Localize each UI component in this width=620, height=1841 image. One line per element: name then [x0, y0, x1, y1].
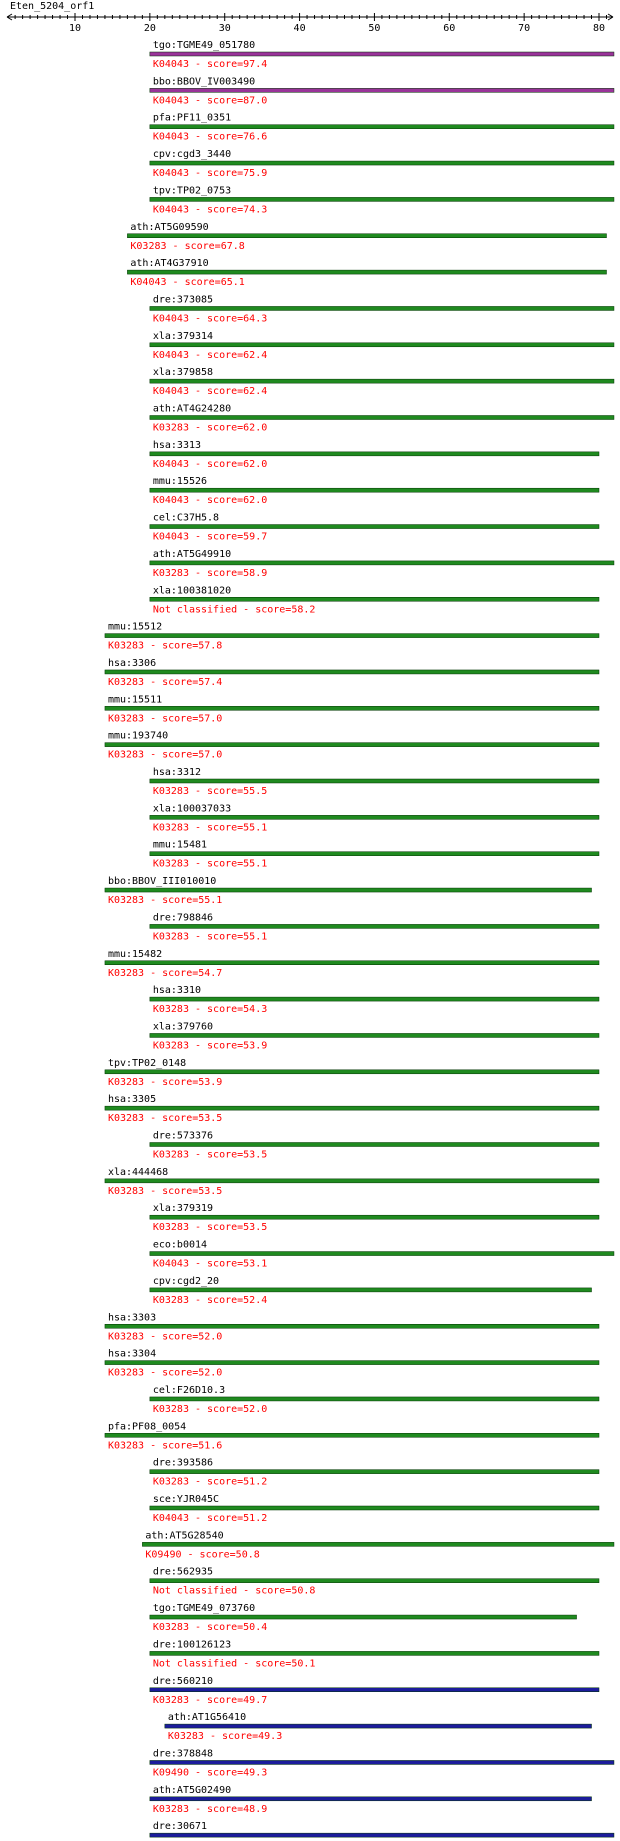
hit-alignment-bar[interactable] — [150, 997, 599, 1001]
hit-row — [105, 658, 599, 688]
hit-score-label: K03283 - score=54.3 — [152, 1004, 268, 1016]
hit-gene-label[interactable]: cel:C37H5.8 — [152, 512, 220, 524]
hit-gene-label[interactable]: ath:AT5G09590 — [130, 221, 209, 233]
hit-alignment-bar[interactable] — [150, 379, 614, 383]
hit-score-label: K04043 - score=76.6 — [152, 131, 268, 143]
hit-score-label: K03283 - score=48.9 — [152, 1803, 268, 1815]
hit-gene-label[interactable]: ath:AT5G28540 — [145, 1530, 224, 1542]
hit-score-label: K04043 - score=62.0 — [152, 458, 268, 470]
hit-gene-label[interactable]: dre:573376 — [152, 1130, 214, 1142]
hit-row — [105, 876, 592, 906]
hit-score-label: K03283 - score=55.1 — [152, 822, 268, 834]
hit-row — [150, 1748, 614, 1778]
hit-alignment-bar[interactable] — [150, 488, 599, 492]
hit-score-label: K03283 - score=55.1 — [152, 858, 268, 870]
hit-gene-label[interactable]: ath:AT5G49910 — [152, 548, 232, 560]
hit-gene-label[interactable]: tgo:TGME49_073760 — [152, 1603, 256, 1615]
hit-score-label: K03283 - score=62.0 — [152, 422, 268, 434]
hit-alignment-bar[interactable] — [150, 452, 599, 456]
hit-gene-label[interactable]: tpv:TP02_0753 — [152, 185, 232, 197]
hit-score-label: K03283 - score=57.8 — [107, 640, 223, 652]
hit-row — [150, 1385, 599, 1415]
hit-row — [150, 549, 614, 579]
hit-row — [105, 1421, 599, 1451]
hit-row — [150, 1567, 599, 1597]
hit-gene-label[interactable]: pfa:PF08_0054 — [107, 1421, 187, 1433]
hit-score-label: K03283 - score=57.4 — [107, 676, 223, 688]
hit-row — [150, 513, 599, 543]
hit-gene-label[interactable]: pfa:PF11_0351 — [152, 112, 232, 124]
hit-gene-label[interactable]: xla:379314 — [152, 330, 214, 342]
hit-score-label: K03283 - score=53.9 — [152, 1040, 268, 1052]
hit-gene-label[interactable]: mmu:15481 — [152, 839, 208, 851]
hit-score-label: Not classified - score=50.8 — [152, 1585, 316, 1597]
hit-row — [150, 1494, 599, 1524]
hit-alignment-bar[interactable] — [105, 1433, 599, 1437]
hit-alignment-bar[interactable] — [150, 52, 614, 56]
hit-row — [105, 731, 599, 761]
hit-row — [150, 440, 599, 470]
hit-row — [105, 949, 599, 979]
hit-gene-label[interactable]: cpv:cgd3_3440 — [152, 149, 232, 161]
hit-score-label: Not classified - score=58.2 — [152, 604, 316, 616]
hit-gene-label[interactable]: bbo:BBOV_IV003490 — [152, 76, 256, 88]
hit-gene-label[interactable]: xla:379319 — [152, 1203, 214, 1215]
hit-score-label: K04043 - score=64.3 — [152, 313, 268, 325]
hit-gene-label[interactable]: tgo:TGME49_051780 — [152, 40, 256, 51]
hit-row — [150, 1131, 599, 1161]
hit-gene-label[interactable]: dre:30671 — [152, 1821, 208, 1833]
hit-score-label: K03283 - score=55.5 — [152, 786, 268, 797]
hit-score-label: K09490 - score=50.8 — [145, 1549, 260, 1561]
hit-alignment-bar[interactable] — [105, 1361, 599, 1365]
hit-score-label: K03283 - score=58.9 — [152, 567, 268, 579]
hit-gene-label[interactable]: tpv:TP02_0148 — [107, 1057, 187, 1069]
axis-tick-label: 20 — [143, 23, 156, 34]
hit-score-label: K03283 - score=53.5 — [152, 1149, 268, 1161]
hit-alignment-bar[interactable] — [150, 343, 614, 347]
hit-alignment-bar[interactable] — [150, 1833, 614, 1837]
hit-gene-label[interactable]: cpv:cgd2_20 — [152, 1275, 220, 1287]
hit-alignment-bar[interactable] — [105, 706, 599, 710]
hit-row — [150, 476, 599, 506]
hit-score-label: Not classified - score=50.1 — [152, 1658, 316, 1670]
hit-score-label: K03283 - score=50.4 — [152, 1622, 268, 1634]
hit-score-label: K03283 - score=49.3 — [167, 1731, 283, 1743]
hit-alignment-bar[interactable] — [150, 125, 614, 129]
hit-gene-label[interactable]: dre:798846 — [152, 912, 214, 924]
hit-row — [105, 1349, 599, 1379]
hit-row — [150, 76, 614, 106]
hit-score-label: K04043 - score=97.4 — [152, 59, 268, 70]
hit-alignment-bar[interactable] — [142, 1542, 614, 1546]
axis-tick-label: 70 — [518, 23, 531, 34]
hit-alignment-bar[interactable] — [150, 1506, 599, 1510]
hit-gene-label[interactable]: xla:379858 — [152, 367, 214, 379]
hit-gene-label[interactable]: xla:100037033 — [152, 803, 232, 815]
hit-row — [150, 767, 599, 797]
axis-tick-label: 10 — [68, 23, 82, 34]
hit-score-label: K03283 - score=53.9 — [107, 1076, 223, 1088]
hit-gene-label[interactable]: cel:F26D10.3 — [152, 1384, 226, 1396]
hit-row — [150, 1203, 599, 1233]
hit-gene-label[interactable]: ath:AT5G02490 — [152, 1784, 232, 1796]
hit-alignment-bar[interactable] — [150, 1215, 599, 1219]
hit-row — [150, 40, 614, 70]
hit-row — [105, 622, 599, 652]
hit-gene-label[interactable]: hsa:3306 — [107, 657, 157, 669]
hit-gene-label[interactable]: mmu:15482 — [107, 948, 163, 960]
hit-row — [150, 1021, 599, 1051]
hit-gene-label[interactable]: mmu:15512 — [107, 621, 163, 633]
hit-alignment-bar[interactable] — [150, 815, 599, 819]
hit-score-label: K04043 - score=87.0 — [152, 95, 268, 107]
sequence-axis — [7, 13, 613, 34]
hit-score-label: K03283 - score=52.4 — [152, 1294, 268, 1306]
hit-score-label: K04043 - score=59.7 — [152, 531, 268, 543]
hit-score-label: K04043 - score=62.4 — [152, 386, 268, 398]
hit-score-label: K03283 - score=57.0 — [107, 749, 223, 761]
hit-gene-label[interactable]: xla:444468 — [107, 1166, 169, 1178]
hit-row — [150, 1821, 614, 1841]
hit-alignment-bar[interactable] — [150, 1651, 599, 1655]
hit-alignment-bar[interactable] — [105, 1106, 599, 1110]
hit-alignment-bar[interactable] — [150, 1033, 599, 1037]
hit-gene-label[interactable]: dre:373085 — [152, 294, 214, 306]
hit-score-label: K04043 - score=62.4 — [152, 349, 268, 361]
hit-row — [127, 222, 606, 252]
hit-score-label: K03283 - score=53.5 — [107, 1113, 223, 1125]
query-title: Eten_5204_orf1 — [10, 1, 95, 12]
hit-alignment-bar[interactable] — [105, 888, 592, 892]
hit-row — [150, 912, 599, 942]
hit-alignment-bar[interactable] — [105, 634, 599, 638]
hit-score-label: K03283 - score=52.0 — [107, 1367, 223, 1379]
hit-row — [150, 404, 614, 434]
hit-row — [150, 1458, 599, 1488]
hit-gene-label[interactable]: ath:AT4G37910 — [130, 258, 209, 270]
hit-alignment-bar[interactable] — [150, 779, 599, 783]
hit-alignment-bar[interactable] — [150, 1397, 599, 1401]
hit-alignment-bar[interactable] — [150, 1760, 614, 1764]
hit-score-label: K03283 - score=57.0 — [107, 713, 223, 725]
hit-gene-label[interactable]: ath:AT4G24280 — [152, 403, 232, 415]
hit-gene-label[interactable]: xla:100381020 — [152, 585, 232, 597]
hit-score-label: K04043 - score=65.1 — [130, 277, 245, 289]
hit-alignment-bar[interactable] — [105, 1070, 599, 1074]
hit-row — [150, 840, 599, 870]
axis-tick-label: 80 — [592, 23, 606, 34]
hit-score-label: K03283 - score=51.6 — [107, 1440, 223, 1452]
axis-tick-label: 30 — [218, 23, 231, 34]
hit-gene-label[interactable]: sce:YJR045C — [152, 1494, 220, 1505]
axis-tick-label: 60 — [443, 23, 456, 34]
hit-gene-label[interactable]: ath:AT1G56410 — [167, 1712, 247, 1724]
hit-alignment-bar[interactable] — [150, 1688, 599, 1692]
hit-gene-label[interactable]: dre:378848 — [152, 1748, 214, 1760]
hit-gene-label[interactable]: eco:b0014 — [152, 1239, 208, 1251]
hit-row — [150, 803, 599, 833]
hit-row — [150, 1603, 577, 1633]
hit-row — [150, 367, 614, 397]
hit-score-label: K03283 - score=53.5 — [107, 1185, 223, 1197]
hit-alignment-bar[interactable] — [150, 597, 599, 601]
hit-score-label: K03283 - score=53.5 — [152, 1222, 268, 1234]
hit-row — [105, 1058, 599, 1088]
hit-alignment-bar[interactable] — [127, 270, 606, 274]
hit-alignment-bar[interactable] — [150, 161, 614, 165]
hit-score-label: K03283 - score=67.8 — [130, 240, 245, 252]
hit-gene-label[interactable]: dre:562935 — [152, 1566, 214, 1578]
hit-gene-label[interactable]: hsa:3312 — [152, 767, 202, 778]
hit-score-label: K04043 - score=75.9 — [152, 168, 268, 180]
hit-score-label: K04043 - score=51.2 — [152, 1513, 268, 1524]
axis-tick-label: 40 — [293, 23, 306, 34]
hit-alignment-bar[interactable] — [150, 416, 614, 420]
hit-score-label: K03283 - score=52.0 — [152, 1403, 268, 1415]
hit-gene-label[interactable]: bbo:BBOV_III010010 — [107, 876, 217, 888]
hit-alignment-bar[interactable] — [150, 1615, 577, 1619]
hit-row — [150, 1639, 599, 1669]
hit-alignment-bar[interactable] — [165, 1724, 592, 1728]
hit-gene-label[interactable]: mmu:15526 — [152, 476, 208, 488]
hit-rows — [105, 40, 614, 1841]
hit-alignment-bar[interactable] — [105, 670, 599, 674]
hit-alignment-bar[interactable] — [150, 88, 614, 92]
hit-row — [105, 1094, 599, 1124]
hit-alignment-bar[interactable] — [150, 924, 599, 928]
hit-row — [150, 149, 614, 179]
hit-gene-label[interactable]: hsa:3304 — [107, 1348, 157, 1360]
hit-alignment-bar[interactable] — [150, 561, 614, 565]
hit-alignment-bar[interactable] — [105, 743, 599, 747]
hit-score-label: K09490 - score=49.3 — [152, 1767, 268, 1779]
hit-row — [150, 1676, 599, 1706]
hit-row — [165, 1712, 592, 1742]
hit-row — [105, 694, 599, 724]
hit-score-label: K03283 - score=55.1 — [107, 895, 223, 907]
hit-alignment-bar[interactable] — [105, 961, 599, 965]
hit-row — [150, 294, 614, 324]
hit-row — [150, 1240, 614, 1270]
hit-gene-label[interactable]: mmu:15511 — [107, 694, 163, 706]
hit-row — [150, 1276, 592, 1306]
hit-alignment-bar[interactable] — [127, 234, 606, 238]
hit-gene-label[interactable]: hsa:3313 — [152, 439, 202, 451]
hit-gene-label[interactable]: hsa:3303 — [107, 1312, 157, 1324]
hit-gene-label[interactable]: dre:560210 — [152, 1675, 214, 1687]
hit-score-label: K03283 - score=55.1 — [152, 931, 268, 943]
hit-row — [142, 1530, 614, 1560]
hit-gene-label[interactable]: hsa:3305 — [107, 1094, 157, 1106]
hit-alignment-bar[interactable] — [150, 197, 614, 201]
hit-alignment-bar[interactable] — [150, 306, 614, 310]
hit-row — [150, 585, 599, 615]
hit-alignment-bar[interactable] — [150, 1143, 599, 1147]
hit-row — [150, 185, 614, 215]
hit-alignment-bar[interactable] — [150, 1252, 614, 1256]
hit-alignment-bar[interactable] — [150, 525, 599, 529]
hit-gene-label[interactable]: xla:379760 — [152, 1021, 214, 1033]
axis-tick-label: 50 — [368, 23, 381, 34]
hit-alignment-bar[interactable] — [150, 1579, 599, 1583]
hit-gene-label[interactable]: hsa:3310 — [152, 985, 202, 997]
hit-score-label: K03283 - score=54.7 — [107, 967, 223, 979]
hit-alignment-bar[interactable] — [150, 1797, 592, 1801]
hit-score-label: K03283 - score=52.0 — [107, 1331, 223, 1343]
hit-gene-label[interactable]: dre:393586 — [152, 1457, 214, 1469]
hit-row — [105, 1312, 599, 1342]
hit-row — [150, 985, 599, 1015]
hit-alignment-bar[interactable] — [105, 1324, 599, 1328]
hit-alignment-bar[interactable] — [150, 1288, 592, 1292]
hit-score-label: K04043 - score=62.0 — [152, 495, 268, 507]
hit-row — [150, 113, 614, 143]
hit-score-label: K03283 - score=49.7 — [152, 1694, 268, 1706]
hit-score-label: K04043 - score=53.1 — [152, 1258, 268, 1270]
hit-row — [150, 331, 614, 361]
hit-row — [150, 1785, 592, 1815]
hit-gene-label[interactable]: mmu:193740 — [107, 730, 169, 742]
hit-score-label: K03283 - score=51.2 — [152, 1476, 268, 1488]
hit-gene-label[interactable]: dre:100126123 — [152, 1639, 232, 1651]
hit-alignment-bar[interactable] — [105, 1179, 599, 1183]
hit-alignment-bar[interactable] — [150, 1470, 599, 1474]
hit-score-label: K04043 - score=74.3 — [152, 204, 268, 216]
hit-alignment-bar[interactable] — [150, 852, 599, 856]
hit-row — [127, 258, 606, 288]
hit-row — [105, 1167, 599, 1197]
